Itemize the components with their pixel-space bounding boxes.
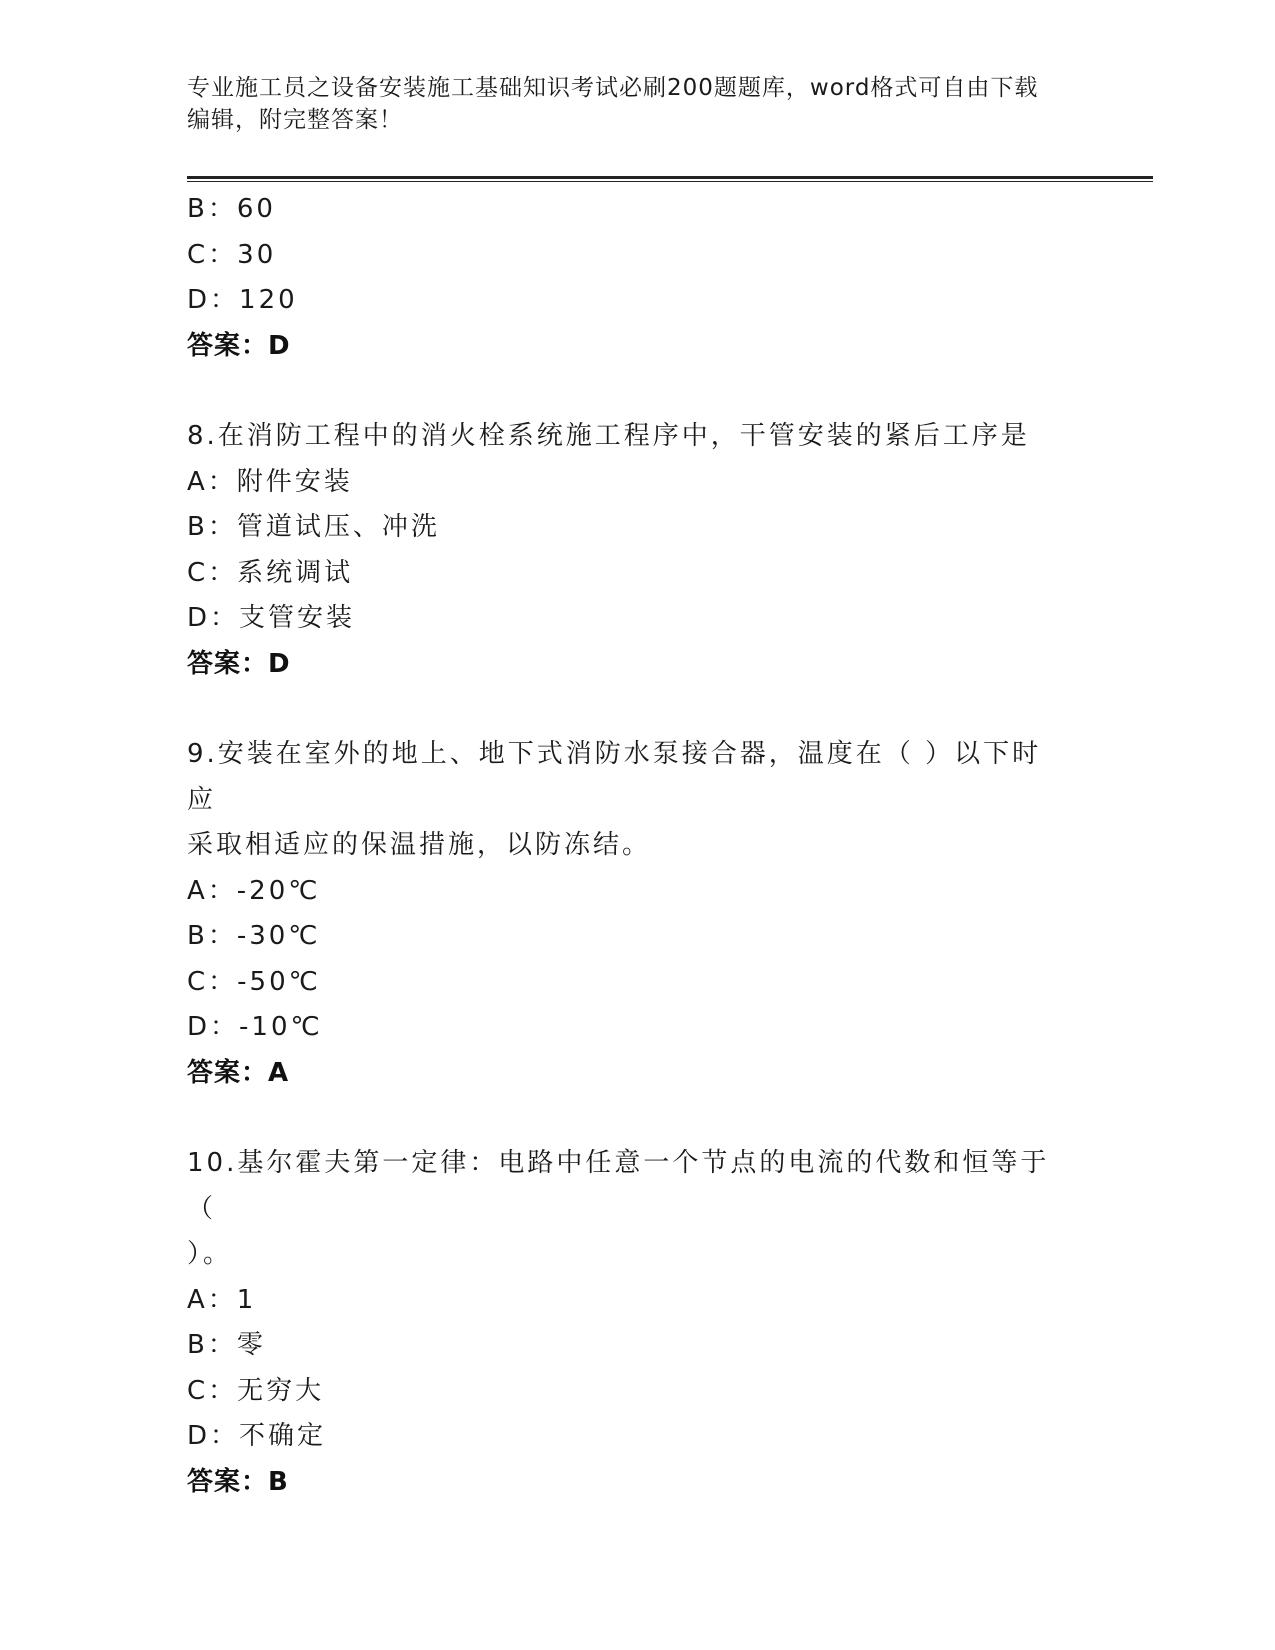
q10-option-a: A：1 bbox=[187, 1284, 257, 1315]
q7-option-b: B：60 bbox=[187, 194, 276, 224]
spacer bbox=[187, 1096, 1087, 1141]
q7-answer: 答案：D bbox=[187, 330, 291, 361]
q9-option-d: D：-10℃ bbox=[187, 1012, 323, 1042]
document-header bbox=[187, 72, 1067, 136]
q8-answer: 答案：D bbox=[187, 648, 291, 679]
q9-stem-line-2: 采取相适应的保温措施，以防冻结。 bbox=[187, 830, 652, 860]
header-divider-thick bbox=[187, 176, 1153, 179]
q9-answer: 答案：A bbox=[187, 1057, 290, 1088]
q7-option-c: C：30 bbox=[187, 239, 277, 270]
q9-option-a: A：-20℃ bbox=[187, 875, 321, 906]
header-title-line-2: 编辑，附完整答案！ bbox=[187, 107, 403, 133]
header-divider-thin bbox=[187, 181, 1153, 182]
q9-option-b: B：-30℃ bbox=[187, 921, 321, 951]
question-8-block bbox=[187, 414, 1087, 687]
q10-stem-line-1: 10.基尔霍夫第一定律：电路中任意一个节点的电流的代数和恒等于（ bbox=[187, 1148, 1050, 1224]
question-9-block bbox=[187, 732, 1087, 1096]
spacer bbox=[187, 369, 1087, 414]
q8-option-c: C：系统调试 bbox=[187, 557, 354, 588]
q8-stem: 8.在消防工程中的消火栓系统施工程序中，干管安装的紧后工序是 bbox=[187, 421, 1030, 451]
q10-stem-line-2: ）。 bbox=[187, 1239, 233, 1269]
q8-option-d: D：支管安装 bbox=[187, 603, 356, 633]
q10-answer: 答案：B bbox=[187, 1466, 289, 1497]
question-content bbox=[187, 187, 1087, 1505]
question-7-block bbox=[187, 187, 1087, 369]
q10-option-c: C：无穷大 bbox=[187, 1375, 325, 1406]
q7-option-d: D：120 bbox=[187, 285, 298, 315]
question-10-block bbox=[187, 1141, 1087, 1505]
q9-option-c: C：-50℃ bbox=[187, 966, 321, 997]
q10-option-b: B：零 bbox=[187, 1330, 266, 1360]
spacer bbox=[187, 687, 1087, 732]
q10-option-d: D：不确定 bbox=[187, 1421, 327, 1451]
q9-stem-line-1: 9.安装在室外的地上、地下式消防水泵接合器，温度在（ ）以下时应 bbox=[187, 739, 1042, 815]
header-title-line-1: 专业施工员之设备安装施工基础知识考试必刷200题题库，word格式可自由下载 bbox=[187, 75, 1039, 101]
q8-option-b: B：管道试压、冲洗 bbox=[187, 512, 440, 542]
q8-option-a: A：附件安装 bbox=[187, 466, 353, 497]
